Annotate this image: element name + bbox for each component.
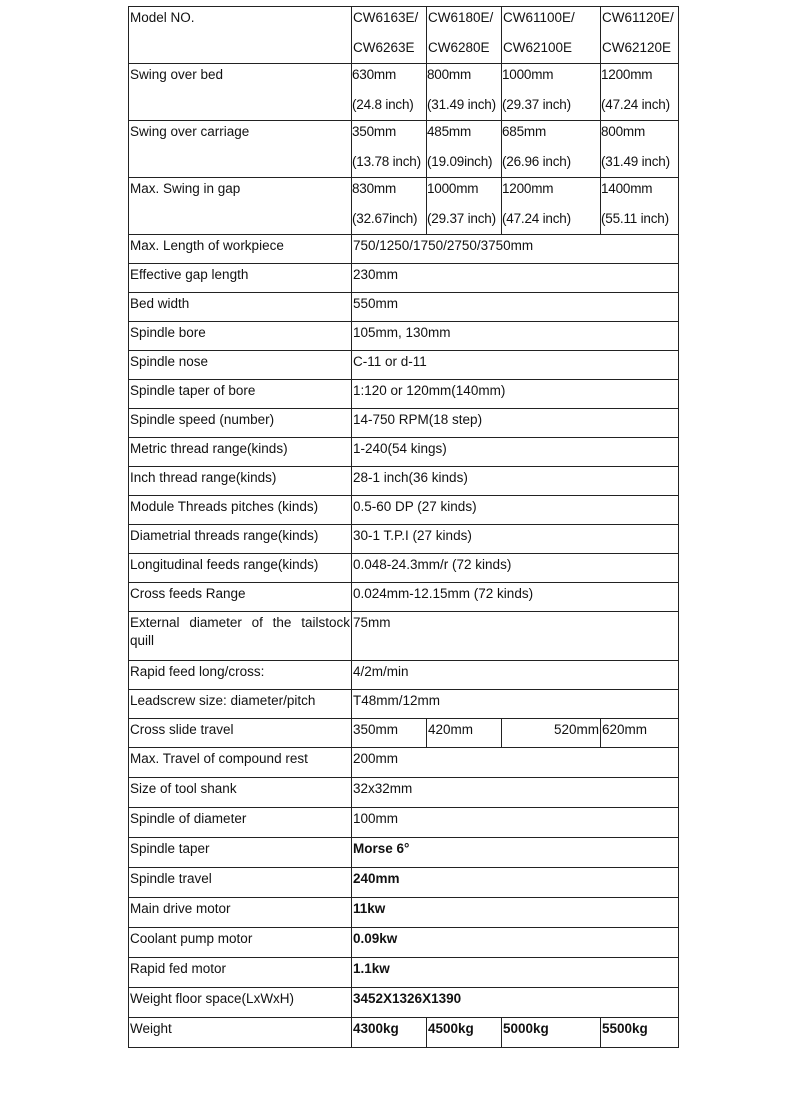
- value-cell: 620mm: [601, 719, 679, 748]
- value-cell: 5000kg: [502, 1018, 601, 1048]
- row-label: Bed width: [129, 293, 352, 322]
- row-label: Spindle taper: [129, 838, 352, 868]
- spec-row-tailstock: [129, 612, 679, 661]
- value-cell: 550mm: [352, 293, 679, 322]
- value-cell: 105mm, 130mm: [352, 322, 679, 351]
- row-label: Rapid fed motor: [129, 958, 352, 988]
- value-cell: 750/1250/1750/2750/3750mm: [352, 235, 679, 264]
- row-label: Weight: [129, 1018, 352, 1048]
- row-label: Leadscrew size: diameter/pitch: [129, 690, 352, 719]
- row-max-swing-gap: [129, 178, 679, 235]
- value-cell: 350mm (13.78 inch): [352, 121, 427, 178]
- model-cell: CW6163E/ CW6263E: [352, 7, 427, 64]
- value-cell: 350mm: [352, 719, 427, 748]
- value-cell: 5500kg: [601, 1018, 679, 1048]
- row-label: Weight floor space(LxWxH): [129, 988, 352, 1018]
- value-cell: 0.09kw: [352, 928, 679, 958]
- value-cell: 30-1 T.P.I (27 kinds): [352, 525, 679, 554]
- value-cell: 0.024mm-12.15mm (72 kinds): [352, 583, 679, 612]
- value-cell: 75mm: [352, 612, 679, 661]
- spec-row-rows3-0: [129, 748, 679, 778]
- model-cell: CW61120E/ CW62120E: [601, 7, 679, 64]
- row-label: Swing over bed: [129, 64, 352, 121]
- value-cell: 685mm (26.96 inch): [502, 121, 601, 178]
- row-label: Spindle speed (number): [129, 409, 352, 438]
- row-label: Spindle nose: [129, 351, 352, 380]
- spec-row-rows-9: [129, 496, 679, 525]
- spec-row-rows-7: [129, 438, 679, 467]
- value-cell: 800mm (31.49 inch): [427, 64, 502, 121]
- spec-row-rows2-1: [129, 690, 679, 719]
- row-label: Cross feeds Range: [129, 583, 352, 612]
- value-cell: 485mm (19.09inch): [427, 121, 502, 178]
- spec-row-rows-5: [129, 380, 679, 409]
- spec-table: [128, 6, 679, 1048]
- value-cell: 200mm: [352, 748, 679, 778]
- row-label: Spindle taper of bore: [129, 380, 352, 409]
- spec-row-weight: [129, 1018, 679, 1048]
- spec-row-rows-4: [129, 351, 679, 380]
- value-cell: 4/2m/min: [352, 661, 679, 690]
- spec-row-rows-8: [129, 467, 679, 496]
- row-label: Cross slide travel: [129, 719, 352, 748]
- spec-row-rows-0: [129, 235, 679, 264]
- value-cell: 32x32mm: [352, 778, 679, 808]
- value-cell: 1-240(54 kings): [352, 438, 679, 467]
- row-label: Effective gap length: [129, 264, 352, 293]
- spec-row-rows3-8: [129, 988, 679, 1018]
- row-label: Longitudinal feeds range(kinds): [129, 554, 352, 583]
- value-cell: 4300kg: [352, 1018, 427, 1048]
- value-cell: 1000mm (29.37 inch): [427, 178, 502, 235]
- spec-row-rows-11: [129, 554, 679, 583]
- value-cell: 11kw: [352, 898, 679, 928]
- value-cell: 0.5-60 DP (27 kinds): [352, 496, 679, 525]
- row-label: Diametrial threads range(kinds): [129, 525, 352, 554]
- value-cell: 420mm: [427, 719, 502, 748]
- row-label: Swing over carriage: [129, 121, 352, 178]
- value-cell: Morse 6°: [352, 838, 679, 868]
- spec-row-rows-12: [129, 583, 679, 612]
- value-cell: T48mm/12mm: [352, 690, 679, 719]
- row-label: Max. Swing in gap: [129, 178, 352, 235]
- spec-row-rows3-1: [129, 778, 679, 808]
- spec-row-rows3-7: [129, 958, 679, 988]
- spec-row-rows-2: [129, 293, 679, 322]
- value-cell: 240mm: [352, 868, 679, 898]
- row-label: Coolant pump motor: [129, 928, 352, 958]
- row-swing-over-carriage: [129, 121, 679, 178]
- spec-row-rows-6: [129, 409, 679, 438]
- model-cell: CW61100E/ CW62100E: [502, 7, 601, 64]
- row-label: Spindle travel: [129, 868, 352, 898]
- value-cell: 0.048-24.3mm/r (72 kinds): [352, 554, 679, 583]
- model-cell: CW6180E/ CW6280E: [427, 7, 502, 64]
- value-cell: 800mm (31.49 inch): [601, 121, 679, 178]
- value-cell: 100mm: [352, 808, 679, 838]
- value-cell: 230mm: [352, 264, 679, 293]
- spec-row-rows3-3: [129, 838, 679, 868]
- row-label: Main drive motor: [129, 898, 352, 928]
- row-label: Spindle of diameter: [129, 808, 352, 838]
- row-swing-over-bed: [129, 64, 679, 121]
- spec-row-rows3-2: [129, 808, 679, 838]
- row-label: Max. Length of workpiece: [129, 235, 352, 264]
- value-cell: 520mm: [502, 719, 601, 748]
- row-label: Model NO.: [129, 7, 352, 64]
- value-cell: 4500kg: [427, 1018, 502, 1048]
- row-label: Max. Travel of compound rest: [129, 748, 352, 778]
- spec-row-rows3-5: [129, 898, 679, 928]
- spec-row-rows-1: [129, 264, 679, 293]
- value-cell: 1400mm (55.11 inch): [601, 178, 679, 235]
- value-cell: 830mm (32.67inch): [352, 178, 427, 235]
- value-cell: 630mm (24.8 inch): [352, 64, 427, 121]
- row-label: External diameter of the tailstock quill: [129, 612, 352, 661]
- spec-row-rows2-0: [129, 661, 679, 690]
- value-cell: 14-750 RPM(18 step): [352, 409, 679, 438]
- spec-row-rows3-4: [129, 868, 679, 898]
- value-cell: 1000mm (29.37 inch): [502, 64, 601, 121]
- value-cell: 1:120 or 120mm(140mm): [352, 380, 679, 409]
- row-model: [129, 7, 679, 64]
- row-label: Module Threads pitches (kinds): [129, 496, 352, 525]
- spec-row-rows-3: [129, 322, 679, 351]
- value-cell: 1200mm (47.24 inch): [601, 64, 679, 121]
- spec-table-body: [129, 7, 679, 1048]
- row-label: Size of tool shank: [129, 778, 352, 808]
- row-label: Inch thread range(kinds): [129, 467, 352, 496]
- row-label: Spindle bore: [129, 322, 352, 351]
- value-cell: 1200mm (47.24 inch): [502, 178, 601, 235]
- spec-row-cross-slide: [129, 719, 679, 748]
- value-cell: C-11 or d-11: [352, 351, 679, 380]
- value-cell: 3452X1326X1390: [352, 988, 679, 1018]
- row-label: Rapid feed long/cross:: [129, 661, 352, 690]
- value-cell: 1.1kw: [352, 958, 679, 988]
- spec-row-rows3-6: [129, 928, 679, 958]
- row-label: Metric thread range(kinds): [129, 438, 352, 467]
- value-cell: 28-1 inch(36 kinds): [352, 467, 679, 496]
- spec-row-rows-10: [129, 525, 679, 554]
